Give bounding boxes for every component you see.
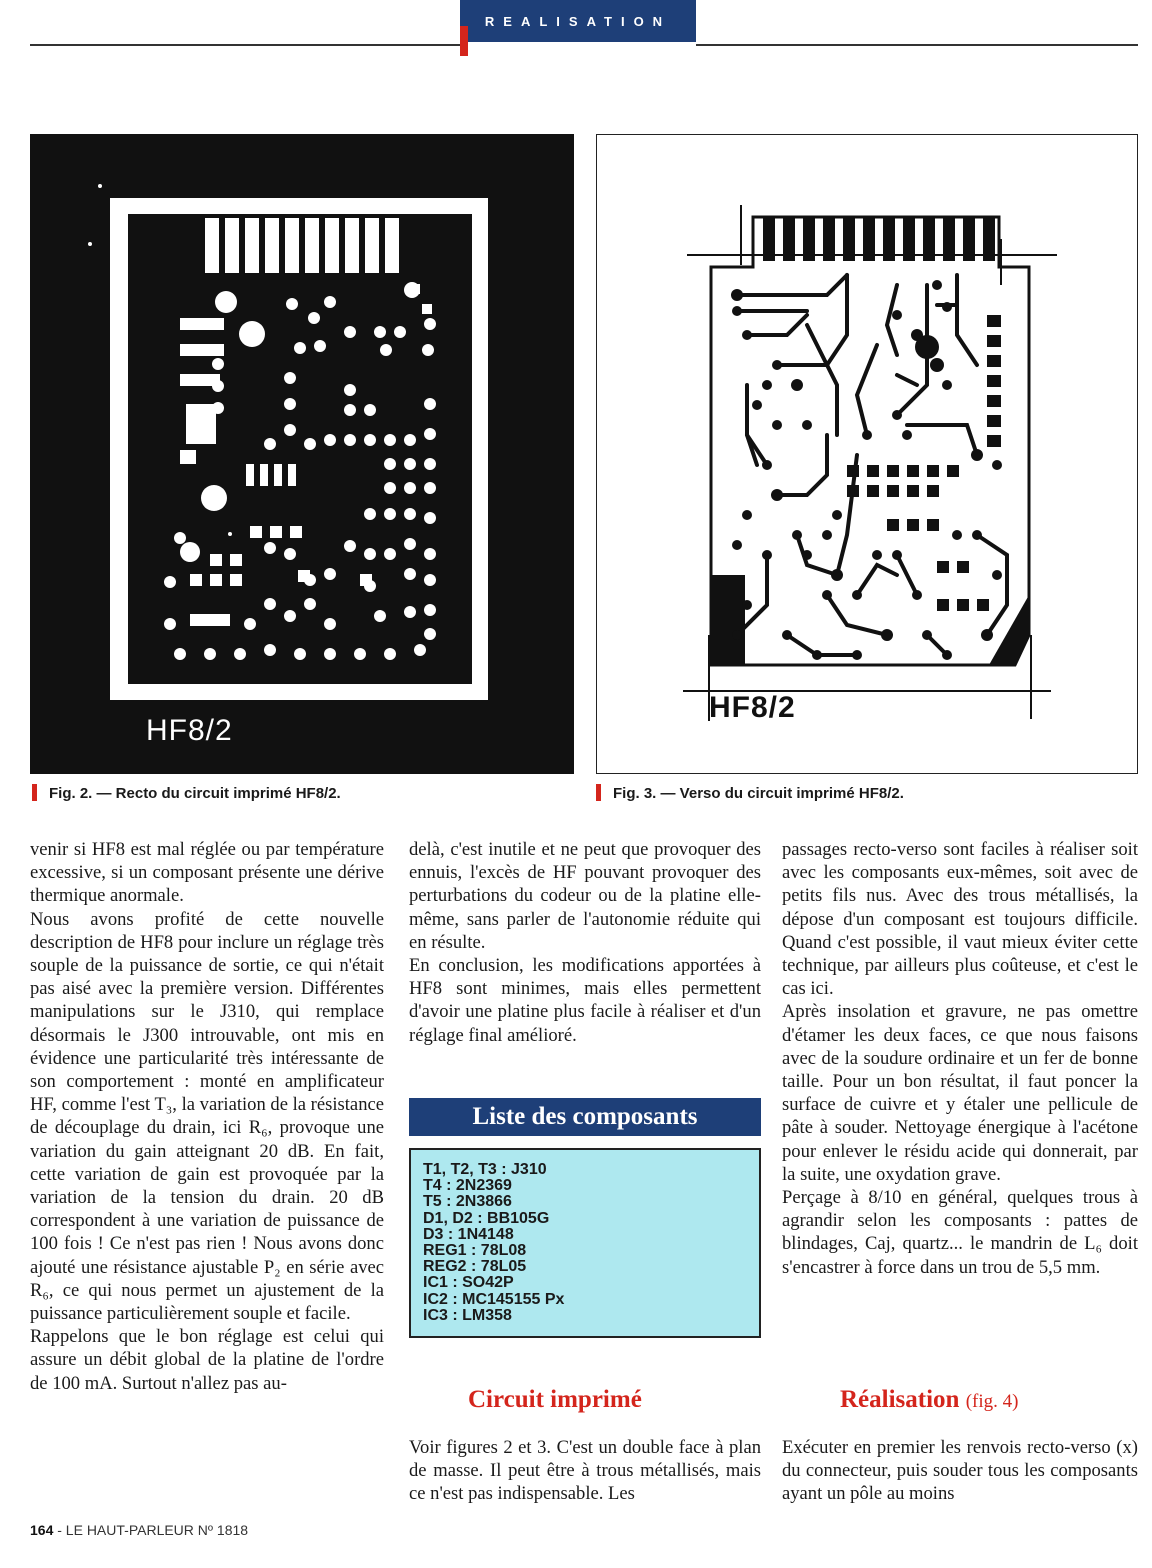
page-number: 164: [30, 1522, 54, 1538]
components-list: [409, 1148, 761, 1338]
component-item: T5 : 2N3866: [423, 1193, 512, 1211]
text-column-2: [409, 838, 761, 1047]
component-item: REG1 : 78L08: [423, 1242, 527, 1260]
paragraph: passages recto-verso sont faciles à réaliser soit avec les composants eux-mêmes, soit avec de petits fils nus. Avec des trous métallisés, la dépose d'un composant est toujours difficile. Quand c'est possible, il vaut mieux éviter cette technique, par ailleurs plus coûteuse, et c'est le cas ici.: [782, 839, 1138, 1000]
pcb-recto-label: HF8/2: [146, 714, 233, 747]
component-item: T4 : 2N2369: [423, 1177, 512, 1195]
paragraph: venir si HF8 est mal réglée ou par température excessive, si un composant présente une dérive thermique anormale.: [30, 839, 384, 907]
circuit-section-text: [409, 1436, 761, 1506]
figure-reference: (fig. 4): [965, 1391, 1019, 1412]
pcb-recto-drawing: [30, 134, 574, 774]
paragraph: Après insolation et gravure, ne pas omettre d'étamer les deux faces, ce que nous faisons avec de la soudure ordinaire et un fer de bonne taille. Pour un bon résultat, il faut poncer la surface de cuivre et y étaler une pellicule de pâte à souder. Nettoyage énergique à l'acétone pour enlever le résidu acide qui donnerait, par la suite, une oxydation grave.: [782, 1001, 1138, 1185]
pcb-verso-drawing: [597, 135, 1137, 773]
section-title-circuit: Circuit imprimé: [468, 1386, 642, 1413]
header-rule-right: [696, 44, 1138, 46]
figure-2-caption: [32, 784, 341, 802]
caption-marker: [32, 784, 37, 801]
component-item: D1, D2 : BB105G: [423, 1209, 550, 1227]
text-column-3: [782, 838, 1138, 1279]
pcb-verso-label: HF8/2: [709, 691, 796, 724]
figure-2-pcb-recto: [30, 134, 574, 774]
header-red-mark: [460, 26, 468, 56]
paragraph: Exécuter en premier les renvois recto-verso (x) du connecteur, puis souder tous les composants ayant un pôle au moins: [782, 1437, 1138, 1505]
paragraph: En conclusion, les modifications apportées à HF8 sont minimes, mais elles permettent d'avoir une platine plus facile à réaliser et d'un réglage final amélioré.: [409, 955, 761, 1046]
paragraph: Rappelons que le bon réglage est celui qui assure un débit global de la platine de l'ordre de 100 mA. Surtout n'allez pas au-: [30, 1326, 384, 1394]
figure-3-caption-text: Fig. 3. — Verso du circuit imprimé HF8/2.: [613, 785, 904, 802]
paragraph: Voir figures 2 et 3. C'est un double face à plan de masse. Il peut être à trous métallisés, mais ce n'est pas indispensable. Les: [409, 1437, 761, 1505]
component-item: D3 : 1N4148: [423, 1225, 514, 1243]
component-item: T1, T2, T3 : J310: [423, 1161, 547, 1178]
section-header-label: REALISATION: [460, 0, 696, 42]
component-item: REG2 : 78L05: [423, 1258, 527, 1276]
text-column-1: [30, 838, 384, 1395]
section-title-realisation-text: Réalisation: [840, 1386, 960, 1413]
magazine-name: - LE HAUT-PARLEUR Nº 1818: [57, 1522, 249, 1538]
section-title-realisation: [840, 1386, 1018, 1414]
paragraph: delà, c'est inutile et ne peut que provoquer des ennuis, l'excès de HF pouvant provoquer des perturbations du codeur ou de la platine elle-même, sans parler de l'autonomie réduite qui en résulte.: [409, 839, 761, 953]
components-list-title: Liste des composants: [409, 1098, 761, 1136]
paragraph: Nous avons profité de cette nouvelle description de HF8 pour inclure un réglage très souple de la puissance de sortie, ce qui n'était pas aisé avec la première version. Différentes manipulations sur le J310, qui remplace désormais le J300 introuvable, ont mis en évidence une particularité très intéressante de son comportement : monté en amplificateur HF, comme l'est T₃, la variation de la résistance de découplage du drain, ici R₆, provoque une variation du gain atteignant 20 dB. En fait, cette variation de gain est provoquée par la variation de la tension du drain. 20 dB correspondent à une variation de puissance de 100 fois ! Ce n'est pas rien ! Nous avons donc ajouté une résistance ajustable P₂ en série avec R₆, ce qui nous permet un ajustement de la puissance particulièrement souple et facile.: [30, 908, 384, 1325]
paragraph: Perçage à 8/10 en général, quelques trous à agrandir selon les composants : pattes de blindages, Caj, quartz... le mandrin de L₆ doit s'encastrer à force dans un trou de 5,5 mm.: [782, 1187, 1138, 1278]
caption-marker: [596, 784, 601, 801]
component-item: IC1 : SO42P: [423, 1274, 514, 1292]
header-rule-left: [30, 44, 460, 46]
component-item: IC3 : LM358: [423, 1306, 512, 1324]
realisation-section-text: [782, 1436, 1138, 1506]
component-item: IC2 : MC145155 Px: [423, 1290, 565, 1308]
figure-2-caption-text: Fig. 2. — Recto du circuit imprimé HF8/2.: [49, 785, 341, 802]
page-footer: [30, 1522, 248, 1538]
figure-3-caption: [596, 784, 904, 802]
figure-3-pcb-verso: [596, 134, 1138, 774]
